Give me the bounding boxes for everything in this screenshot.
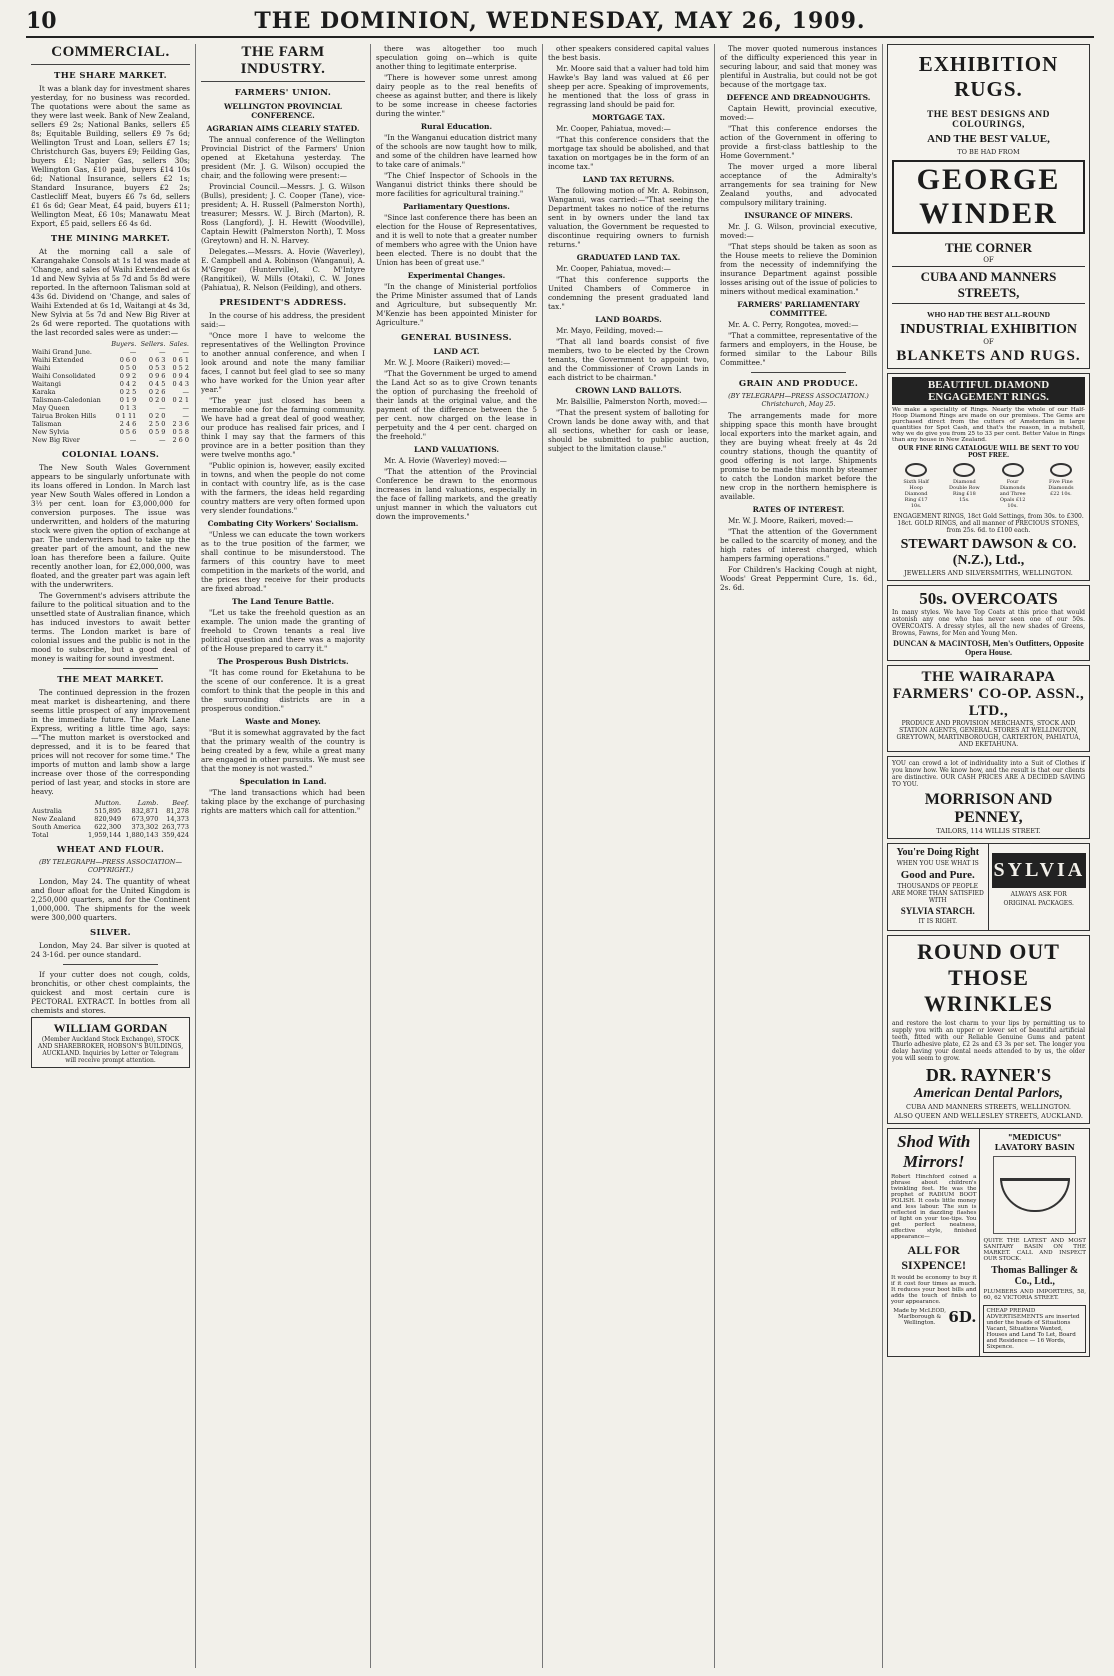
section-subheading: FARMERS' PARLIAMENTARY COMMITTEE. [737,300,860,318]
table-cell: — [129,436,137,444]
table-cell: Waihi Extended [32,356,84,364]
ring-caption: Five Fine Diamonds £22 10s. [1048,479,1074,497]
table-header: Buyers. [111,340,137,348]
table-cell: — [129,348,137,356]
table-row [31,364,190,372]
article-text: It was a blank day for investment shares yesterday, for no business was recorded. The quotations were about the same as they were last week. Bank of New Zealand, sellers £9 2s; National Banks, sellers £5 8s; Equitable Building, sellers £9 7s 6d; Wellington Trust and Loan, sellers £7 1s; Christchurch Gas, buyers £9; Feilding Gas, buyers £1; Napier Gas, sellers 30s; Wellington Gas, £10 paid, buyers £14 10s 6d; National Insurance, sellers £2 1s; Standard Insurance, buyers £2 2s; Castlecliff Meat, buyers £6 7s 6d, sellers £1 6s 6d; Gear Meat, £4 paid, buyers £11; Wellington Meat, £6 10s; Manawatu Meat Export, £5 paid, sellers £6 4s 6d. [31,84,190,228]
ad-text: OUR FINE RING CATALOGUE WILL BE SENT TO YOU POST FREE. [898,445,1079,459]
article-text: "That this conference endorses the action of the Government in offering to provide a first-class battleship to the Home Government." [720,124,877,160]
sylvia-logo: SYLVIA [992,853,1087,888]
ad-firm-name: DR. RAYNER'S [925,1065,1052,1085]
article-text: In the course of his address, the president said:— [201,311,365,329]
table-row [31,404,190,412]
mining-table [31,340,190,444]
article-text: Delegates.—Messrs. A. Hovie (Waverley), E. Campbell and A. Robinson (Wanganui), A. M'Gregor (Hunterville), C. M'Intyre (Rangitikei), W. Mills (Otaki), C. W. Jones (Pahiatua), R. Nelson (Feilding), and others. [201,247,365,292]
ad-text: TO BE HAD FROM [957,148,1020,156]
section-subheading: LAND ACT. [433,347,480,356]
ad-text: ALWAYS ASK FOR [1010,891,1067,898]
article-text: "The Chief Inspector of Schools in the Wanganui district thinks there should be more facilities for agricultural training." [376,171,537,198]
ad-text: OF [983,256,994,264]
table-header [31,799,85,807]
table-cell: 0 4 5 [148,380,166,388]
columns [26,44,1094,1668]
ad-text: PLUMBERS AND IMPORTERS, 58, 60, 62 VICTORIA STREET. [983,1289,1086,1301]
table-cell: Waihi Grand June. [32,348,92,356]
article-text: "Let us take the freehold question as an example. The union made the granting of freehold to Crown tenants a real live political question and there was a majority of the House prepared to carry it." [201,608,365,653]
ad-firm-name: DUNCAN & MACINTOSH, Men's Outfitters, Opposite Opera House. [893,639,1084,657]
table-cell: 515,895 [94,807,122,815]
price-label: 6D. [948,1308,977,1326]
table-cell: New Big River [32,436,80,444]
ad-address: CUBA AND MANNERS STREETS, [892,266,1085,304]
ad-text: Robert Hinchford coined a phrase about children's twinkling feet. He was the prophet of RADIUM BOOT POLISH. It costs little money and less labour. The sun is reflected in dazzling flashes of light on your toe-tips. You get perfect neatness, effective style, finished appearance— [891,1174,977,1240]
section-subheading: Waste and Money. [245,717,321,726]
paper-title: THE DOMINION, WEDNESDAY, MAY 26, 1909. [254,8,866,34]
ring-illustrations [892,463,1085,509]
table-cell: Waitangi [32,380,61,388]
table-cell: 0 6 0 [119,356,137,364]
table-cell: — [182,412,189,420]
ad-text: WHEN YOU USE WHAT IS [896,860,979,867]
article-text: Mr. W. J. Moore (Raikeri) moved:— [384,358,511,367]
article-text: "That this conference considers that the mortgage tax should be abolished, and that taxation on mortgages be in the form of an income tax." [548,135,709,171]
article-text: "But it is somewhat aggravated by the fact that the primary wealth of the country is being created by a few, while a great many are engaged in other pursuits. We must see that the money is not wasted." [201,728,365,773]
table-cell: 0 6 1 [172,356,189,364]
section-heading: PRESIDENT'S ADDRESS. [219,298,347,308]
table-row [31,815,190,823]
section-subheading: Speculation in Land. [239,777,327,786]
section-subheading: LAND TAX RETURNS. [582,175,675,184]
article-text: London, May 24. The quantity of wheat and flour afloat for the United Kingdom is 2,250,000 quarters, and for the Continent 1,000,000. The shipments for the week were 300,000 quarters. [31,877,190,922]
article-text: "That the attention of the Government be called to the scarcity of money, and the high rates of interest charged, which hampers farming operations." [720,527,877,563]
article-text: The continued depression in the frozen meat market is disheartening, and there seems little prospect of any improvement in the immediate future. The Mark Lane Express, writing a little time ago, says:—"The mutton market is overstocked and depressed, and it is to be feared that prices will not recover for some time." The imports of mutton and lamb show a large increase over those of the corresponding period of last year, and stocks in store are heavy. [31,688,190,796]
table-header: Sales. [169,340,189,348]
table-row [31,380,190,388]
ad-text: OF [983,338,994,346]
article-text: The Government's advisers attribute the failure to the political situation and to the unsettled state of Australian finance, which has induced investors to await better terms. The London market is bare of colonial issues and the public is not in the mood to subscribe, but a good deal of money is waiting for sound investment. [31,591,190,663]
section-subheading: Rural Education. [420,122,493,131]
article-text: Mr. Moore said that a valuer had told him Hawke's Bay land was valued at £6 per sheep per acre. Speaking of improvements, he mentioned that the loss of grass in regrassing land should be paid for. [548,64,709,109]
section-subheading: WELLINGTON PROVINCIAL CONFERENCE. [223,102,343,120]
ad-title: 50s. OVERCOATS [919,589,1058,608]
ad-text: INDUSTRIAL EXHIBITION [900,322,1077,337]
table-cell: — [182,404,189,412]
table-cell: 832,871 [131,807,159,815]
table-cell: 820,949 [94,815,122,823]
table-cell: 1,959,144 [88,831,122,839]
article-text: "The land transactions which had been taking place by the exchange of purchasing rights are matters which call for attention." [201,788,365,815]
article-text: Mr. W. J. Moore, Raikeri, moved:— [728,516,854,525]
section-subheading: AGRARIAN AIMS CLEARLY STATED. [206,124,360,133]
table-cell: 0 9 2 [119,372,137,380]
table-cell: 0 2 1 [172,396,189,404]
table-cell: 0 5 6 [119,428,137,436]
ring-item [947,463,981,509]
table-cell: 0 5 2 [172,364,189,372]
ad-title: THE WAIRARAPA FARMERS' CO-OP. ASSN., LTD., [892,669,1085,719]
table-cell: 14,373 [166,815,189,823]
section-subheading: LAND BOARDS. [595,315,662,324]
table-row [31,388,190,396]
ring-item [996,463,1030,509]
table-header: Beef. [172,799,189,807]
table-cell: Karaka [32,388,56,396]
table-cell: 0 4 2 [119,380,137,388]
section-subheading: GRADUATED LAND TAX. [576,253,681,262]
article-text: The following motion of Mr. A. Robinson, Wanganui, was carried:—"That seeing the Department takes no notice of the returns sent in by owners under the land tax valuation, the Government be requested to discontinue requiring owners to furnish returns." [548,186,709,249]
column-farm-industry [196,44,371,1668]
article-text: "That the present system of balloting for Crown lands be done away with, and that all sections, whether for cash or lease, should be submitted to public auction, subject to the limitation clause." [548,408,709,453]
section-subheading: The Prosperous Bush Districts. [217,657,349,666]
ring-caption: Sixth Half Hoop Diamond Ring £17 10s. [903,479,929,509]
section-subheading: Experimental Changes. [407,271,506,280]
ad-text: PRODUCE AND PROVISION MERCHANTS, STOCK AND STATION AGENTS, GENERAL STORES AT WELLINGTON, GREYTOWN, MARTINBOROUGH, CARTERTON, PAHIATUA, AND EKETAHUNA. [896,720,1081,748]
table-cell: — [182,388,189,396]
ad-text: ENGAGEMENT RINGS, 18ct Gold Settings, from 30s. to £300. 18ct. GOLD RINGS, and all manner of PRECIOUS STONES, from 25s. 6d. to £100 each. [893,513,1084,534]
meat-table [31,799,190,839]
article-text: Mr. J. G. Wilson, provincial executive, moved:— [720,222,877,240]
ring-icon [905,463,927,477]
article-text: The mover quoted numerous instances of the difficulty experienced this year in securing labour, and said that money was plentiful in Australia, but could not be got because of the mortgage tax. [720,44,877,89]
article-text: The annual conference of the Wellington Provincial District of the Farmers' Union opened at Eketahuna yesterday. The president (Mr. J. G. Wilson) occupied the chair, and the following were present:— [201,135,365,180]
section-heading: COLONIAL LOANS. [61,450,160,460]
article-text: Mr. Cooper, Pahiatua, moved:— [556,264,671,273]
article-text: Mr. Cooper, Pahiatua, moved:— [556,124,671,133]
notice-text: If your cutter does not cough, colds, bronchitis, or other chest complaints, the quickest and most certain cure is PECTORAL EXTRACT. In bottles from all chemists and stores. [31,970,190,1015]
masthead [26,8,1094,38]
ad-title: EXHIBITION RUGS. [918,52,1059,101]
article-text: "Since last conference there has been an election for the House of Representatives, and it is well to note that a greater number of members who agree with the Union have been elected. There is no doubt that the Union has been of great use." [376,213,537,267]
table-row [31,823,190,831]
table-cell: 0 9 6 [148,372,166,380]
article-text: "It has come round for Eketahuna to be the scene of our conference. It is a great comfort to think that the people in this and the surrounding districts are in a prosperous condition." [201,668,365,713]
article-text: "In the Wanganui education district many of the schools are now taught how to milk, and some of the children have learned how to take care of animals." [376,133,537,169]
ad-text: In many styles. We have Top Coats at this price that would astonish any one who has never seen one of our 50s. OVERCOATS. A dressy styles, all the new shades of Greens, Browns, Fawns, for Men and Young Men. [892,609,1085,637]
table-cell: Waihi [32,364,51,372]
ad-exhibition-rugs [887,44,1090,369]
ad-text: THE BEST DESIGNS AND COLOURINGS, [926,110,1051,130]
table-cell: South America [32,823,81,831]
article-text: "The year just closed has been a memorable one for the farming community. We have had a great deal of good weather, our produce has realised fair prices, and I think I may say that the farmers of this province are in a better position than they were twelve months ago." [201,396,365,459]
article-text: there was altogether too much speculation going on—which is quite another thing to legitimate enterprise. [376,44,537,71]
section-heading: THE MEAT MARKET. [57,675,164,685]
ad-firm-name: GEORGE WINDER [892,160,1085,234]
article-text: For Children's Hacking Cough at night, Woods' Great Peppermint Cure, 1s. 6d., 2s. 6d. [720,565,877,592]
article-text: Mr. Balsillie, Palmerston North, moved:— [556,397,708,406]
section-subheading: CROWN LAND BALLOTS. [575,386,682,395]
table-row [31,807,190,815]
table-cell: 0 1 11 [115,412,137,420]
ad-firm-subtitle: American Dental Parlors, [914,1086,1063,1101]
section-heading: THE SHARE MARKET. [54,71,167,81]
article-text: "Once more I have to welcome the representatives of the Wellington Province to another annual conference, and when I look around and note the many familiar faces, I cannot but feel glad to see so many who have worked for the Union year after year." [201,331,365,394]
table-cell: Waihi Consolidated [32,372,96,380]
ad-text: BLANKETS AND RUGS. [896,348,1081,364]
table-row [31,372,190,380]
ad-text: IT IS RIGHT. [918,918,958,925]
ad-firm-name: MORRISON AND PENNEY, [924,791,1053,826]
table-cell: 2 4 6 [119,420,137,428]
ad-body: (Member Auckland Stock Exchange), STOCK AND SHAREBROKER, HOBSON'S BUILDINGS, AUCKLAND. Inquiries by Letter or Telegram will receive prompt attention. [37,1036,184,1064]
ad-firm-name: STEWART DAWSON & CO. (N.Z.), Ltd., [900,537,1077,568]
table-cell: 0 5 3 [148,364,166,372]
ad-text: We make a speciality of Rings. Nearly the whole of our Half-Hoop Diamond Rings are made on our premises. The Gems are purchased direct from the cutters of Amsterdam in large quantities for Spot Cash, and that's the reason, in a nutshell, why we do give you from 25 to 33 per cent. Better Value in Rings than any house in New Zealand. [892,407,1085,443]
ad-title: "MEDICUS" LAVATORY BASIN [994,1132,1075,1152]
table-cell: 0 1 3 [119,404,137,412]
ad-address: ALSO QUEEN AND WELLESLEY STREETS, AUCKLAND. [894,1112,1083,1120]
ad-sylvia-starch [887,843,1090,931]
article-text: "Unless we can educate the town workers as to the true position of the farmer, we shall continue to be misunderstood. The farmers of this country have to meet competition in the markets of the world, and the prices they receive for their products are fixed abroad." [201,530,365,593]
article-text: "In the change of Ministerial portfolios the Prime Minister assumed that of Lands and Agriculture, but subsequently Mr. M'Kenzie has been appointed Minister for Agriculture." [376,282,537,327]
section-heading: SILVER. [90,928,131,938]
table-cell: 622,300 [94,823,122,831]
ring-icon [1002,463,1024,477]
table-cell: Talisman [32,420,62,428]
table-cell: 2 6 0 [172,436,189,444]
section-heading: GENERAL BUSINESS. [400,333,513,343]
table-cell: 81,278 [166,807,189,815]
table-cell: 373,302 [131,823,159,831]
table-cell: 0 1 9 [119,396,137,404]
basin-icon [1000,1178,1070,1212]
table-header: Mutton. [94,799,122,807]
table-cell: New Sylvia [32,428,69,436]
table-row [31,412,190,420]
ad-dental-parlors [887,935,1090,1124]
ad-text: AND THE BEST VALUE, [927,133,1050,145]
section-subheading: LAND VALUATIONS. [414,445,499,454]
table-cell: 0 2 5 [119,388,137,396]
article-text: Captain Hewitt, provincial executive, moved:— [720,104,877,122]
table-row [31,348,190,356]
article-text: The New South Wales Government appears to be singularly unfortunate with its loans offered in London. In March last year New South Wales offered in London a 3½ per cent. loan for £3,000,000 for conversion purposes. The issue was underwritten, and holders of the maturing stock were given the option of exchange at par. The underwriters had to take up the greater part of the amount, and the new loan has therefore been a failure. Quite recently another loan, for £2,000,000, was floated, and the greater part was again left with the underwriters. [31,463,190,589]
section-subheading: The Land Tenure Battle. [232,597,334,606]
article-text: "Public opinion is, however, easily excited in towns, and when the people do not come in contact with country life, as is the case with the farmers, the ideas held regarding country matters are very often formed upon very slender foundations." [201,461,365,515]
ad-text: It would be economy to buy it if it cost four times as much. It reduces your boot bills and adds the touch of finish to your appearance. [891,1275,977,1305]
section-subheading: RATES OF INTEREST. [752,505,845,514]
ad-text: TAILORS, 114 WILLIS STREET. [936,827,1041,835]
table-cell: 0 2 0 [148,396,166,404]
article-text: The mover urged a more liberal acceptance of the Admiralty's arrangements for sea training for New Zealand youths, and advocated compulsory military training. [720,162,877,207]
table-cell: 1,880,143 [125,831,159,839]
column-commercial [26,44,196,1668]
ad-text: THOUSANDS OF PEOPLE ARE MORE THAN SATISFIED WITH [891,883,984,904]
article-text: "That the Government be urged to amend the Land Act so as to give Crown tenants the option of purchasing the freehold of their lands at the original value, and the payment of the difference between the 5 per cent. now charged on the lease in perpetuity and the 4 per cent. charged on the freehold." [376,369,537,441]
table-cell: Australia [32,807,62,815]
table-cell: New Zealand [32,815,76,823]
ad-text: ALL FOR SIXPENCE! [901,1243,967,1272]
ad-title: Shod With Mirrors! [897,1132,971,1171]
article-text: "That the attention of the Provincial Conference be drawn to the enormous increases in land valuations, especially in the face of falling markets, and the greatly unjust manner in which the valuators cut down the improvements." [376,467,537,521]
table-cell: 0 5 8 [172,428,189,436]
table-cell: Tairua Broken Hills [32,412,97,420]
classified-notice: CHEAP PREPAID ADVERTISEMENTS are inserted under the heads of Situations Vacant, Situations Wanted, Houses and Land To Let, Board and Residence — 16 Words, Sixpence. [983,1305,1086,1353]
article-text: Mr. A. C. Perry, Rongotea, moved:— [728,320,859,329]
table-cell: — [158,436,166,444]
section-subheading: INSURANCE OF MINERS. [744,211,853,220]
table-row [31,831,190,839]
article-text: "That all land boards consist of five members, two to be elected by the Crown tenants, the Government to appoint two, and the Commissioner of Crown Lands in each district to be chairman." [548,337,709,382]
table-cell: 0 5 9 [148,428,166,436]
ad-wairarapa-farmers [887,665,1090,752]
ad-text: JEWELLERS AND SILVERSMITHS, WELLINGTON. [904,569,1073,577]
ad-text: SYLVIA STARCH. [900,906,975,916]
article-text: At the morning call a sale of Karangahake Consols at 1s 1d was made at 'Change, and sales of Waihi Extended at 6s 1d and New Sylvia at 5s 7d and 5s 8d were reported. In the afternoon Talisman sold at 43s 6d. Dividend on 'Change, and sales of Waihi Extended at 6s 1d, Waitangi at 4s 3d, New Sylvia at 5s 7d and New Big River at 2s 6d were reported. The quotations with the last recorded sales were as under:— [31,247,190,337]
ad-split-polish-basin [887,1128,1090,1357]
table-row [31,396,190,404]
basin-illustration [993,1156,1076,1234]
article-text: "That a committee, representative of the farmers and employers, in the House, be formed similar to the Labour Bills Committee." [720,331,877,367]
table-cell: 673,970 [131,815,159,823]
ad-gordan [31,1017,190,1068]
ad-title: BEAUTIFUL DIAMOND ENGAGEMENT RINGS. [892,377,1085,405]
table-cell: 0 4 3 [172,380,189,388]
section-subheading: Combating City Workers' Socialism. [207,519,359,528]
table-row [31,356,190,364]
section-subheading: DEFENCE AND DREADNOUGHTS. [726,93,871,102]
ring-icon [1050,463,1072,477]
ad-text: WHO HAD THE BEST ALL-ROUND [926,310,1051,319]
column-heading: COMMERCIAL. [31,44,190,65]
table-cell: 0 2 0 [148,412,166,420]
table-cell: — [158,348,166,356]
column-4 [543,44,715,1668]
column-heading: THE FARM INDUSTRY. [201,44,365,82]
table-cell: May Queen [32,404,70,412]
ring-icon [953,463,975,477]
table-header: Lamb. [137,799,159,807]
table-cell: 0 5 0 [119,364,137,372]
column-3 [371,44,543,1668]
page-number: 10 [26,8,57,34]
ad-text: Good and Pure. [900,869,975,881]
table-row [31,436,190,444]
article-text: "That this conference supports the United Chambers of Commerce in condemning the present graduated land tax." [548,275,709,311]
table-cell: — [158,404,166,412]
section-heading: THE MINING MARKET. [50,234,171,244]
table-cell: Total [32,831,49,839]
ad-text: Made by McLEOD, Marlborough & Wellington. [893,1308,946,1326]
ad-text: QUITE THE LATEST AND MOST SANITARY BASIN ON THE MARKET. CALL AND INSPECT OUR STOCK. [983,1238,1086,1262]
byline: (BY TELEGRAPH—PRESS ASSOCIATION.) Christchurch, May 25. [728,392,869,408]
ad-text: THE CORNER [944,240,1033,255]
section-heading: GRAIN AND PRODUCE. [738,379,859,389]
section-subheading: Parliamentary Questions. [403,202,510,211]
section-heading: WHEAT AND FLOUR. [56,845,165,855]
article-text: The arrangements made for more shipping space this month have brought local exporters into the market again, and they are buying wheat freely at 4s 2d country stations, though the quantity of good offering is not large. Shipments promise to be made this month by steamer to catch the London market before the new crop in the northern hemisphere is available. [720,411,877,501]
table-cell: 0 9 4 [172,372,189,380]
table-row [31,428,190,436]
ad-text: ORIGINAL PACKAGES. [1003,900,1074,907]
table-header [31,340,108,348]
table-cell: 0 6 3 [148,356,166,364]
ad-engagement-rings [887,373,1090,581]
ad-text: and restore the lost charm to your lips by permitting us to supply you with an upper or lower set of beautiful artificial teeth, fitted with our Reliable Genuine Gums and patent Thurlo adhesive plate, £2 2s and £3 3s per set. The longer you delay having your dental needs attended to by us, the older you will seem to grow. [892,1020,1085,1062]
section-heading: FARMERS' UNION. [234,88,332,98]
table-header: Sellers. [140,340,166,348]
ad-title: You're Doing Right [896,847,980,858]
article-text: Mr. Mayo, Feilding, moved:— [556,326,663,335]
ring-item [899,463,933,509]
article-text: Provincial Council.—Messrs. J. G. Wilson (Bulls), president; J. C. Cooper (Tane), vice-president; A. H. Russell (Palmerston North), treasurer; Messrs. W. J. Birch (Marton), R. Ross (Langford), J. H. Hewitt (Woodville), Captain Hewitt (Palmerston North), T. Moss (Greytown) and H. N. Harvey. [201,182,365,245]
column-advertisements [883,44,1094,1668]
table-cell: 2 3 6 [172,420,189,428]
ad-overcoats [887,585,1090,661]
table-cell: 0 2 6 [148,388,166,396]
ad-title: ROUND OUT THOSE WRINKLES [917,939,1060,1016]
section-subheading: MORTGAGE TAX. [592,113,665,122]
ad-morrison-penney [887,756,1090,839]
ad-firm-name: Thomas Ballinger & Co., Ltd., [991,1265,1079,1287]
ad-text: YOU can crowd a lot of individuality into a Suit of Clothes if you know how. We know how, and the result is that our clients are distinctive. OUR CASH PRICES ARE A DECIDED SAVING TO YOU. [892,760,1085,788]
article-text: "That steps should be taken as soon as the House meets to relieve the Dominion from the necessity of indemnifying the insurance Department against possible losses arising out of the issue of policies to miners without medical examination." [720,242,877,296]
ad-address: CUBA AND MANNERS STREETS, WELLINGTON. [906,1103,1071,1111]
table-cell: 263,773 [162,823,189,831]
ring-item [1044,463,1078,509]
ring-caption: Four Diamonds and Three Opals £12 10s. [999,479,1026,509]
ad-title: WILLIAM GORDAN [53,1021,168,1035]
table-cell: Talisman-Caledonian [32,396,101,404]
article-text: other speakers considered capital values the best basis. [548,44,709,62]
column-5 [715,44,883,1668]
article-text: London, May 24. Bar silver is quoted at 24 3-16d. per ounce standard. [31,941,190,959]
byline: (BY TELEGRAPH—PRESS ASSOCIATION—COPYRIGHT.) [38,858,182,874]
ring-caption: Diamond Double Row Ring £18 15s. [949,479,980,503]
table-cell: — [182,348,189,356]
table-row [31,420,190,428]
table-cell: 359,424 [162,831,189,839]
article-text: "There is however some unrest among dairy people as to the real benefits of cheese as against butter, and there is likely to be some increase in cheese factories during the winter." [376,73,537,118]
article-text: Mr. A. Hovie (Waverley) moved:— [384,456,507,465]
table-cell: 2 5 0 [148,420,166,428]
